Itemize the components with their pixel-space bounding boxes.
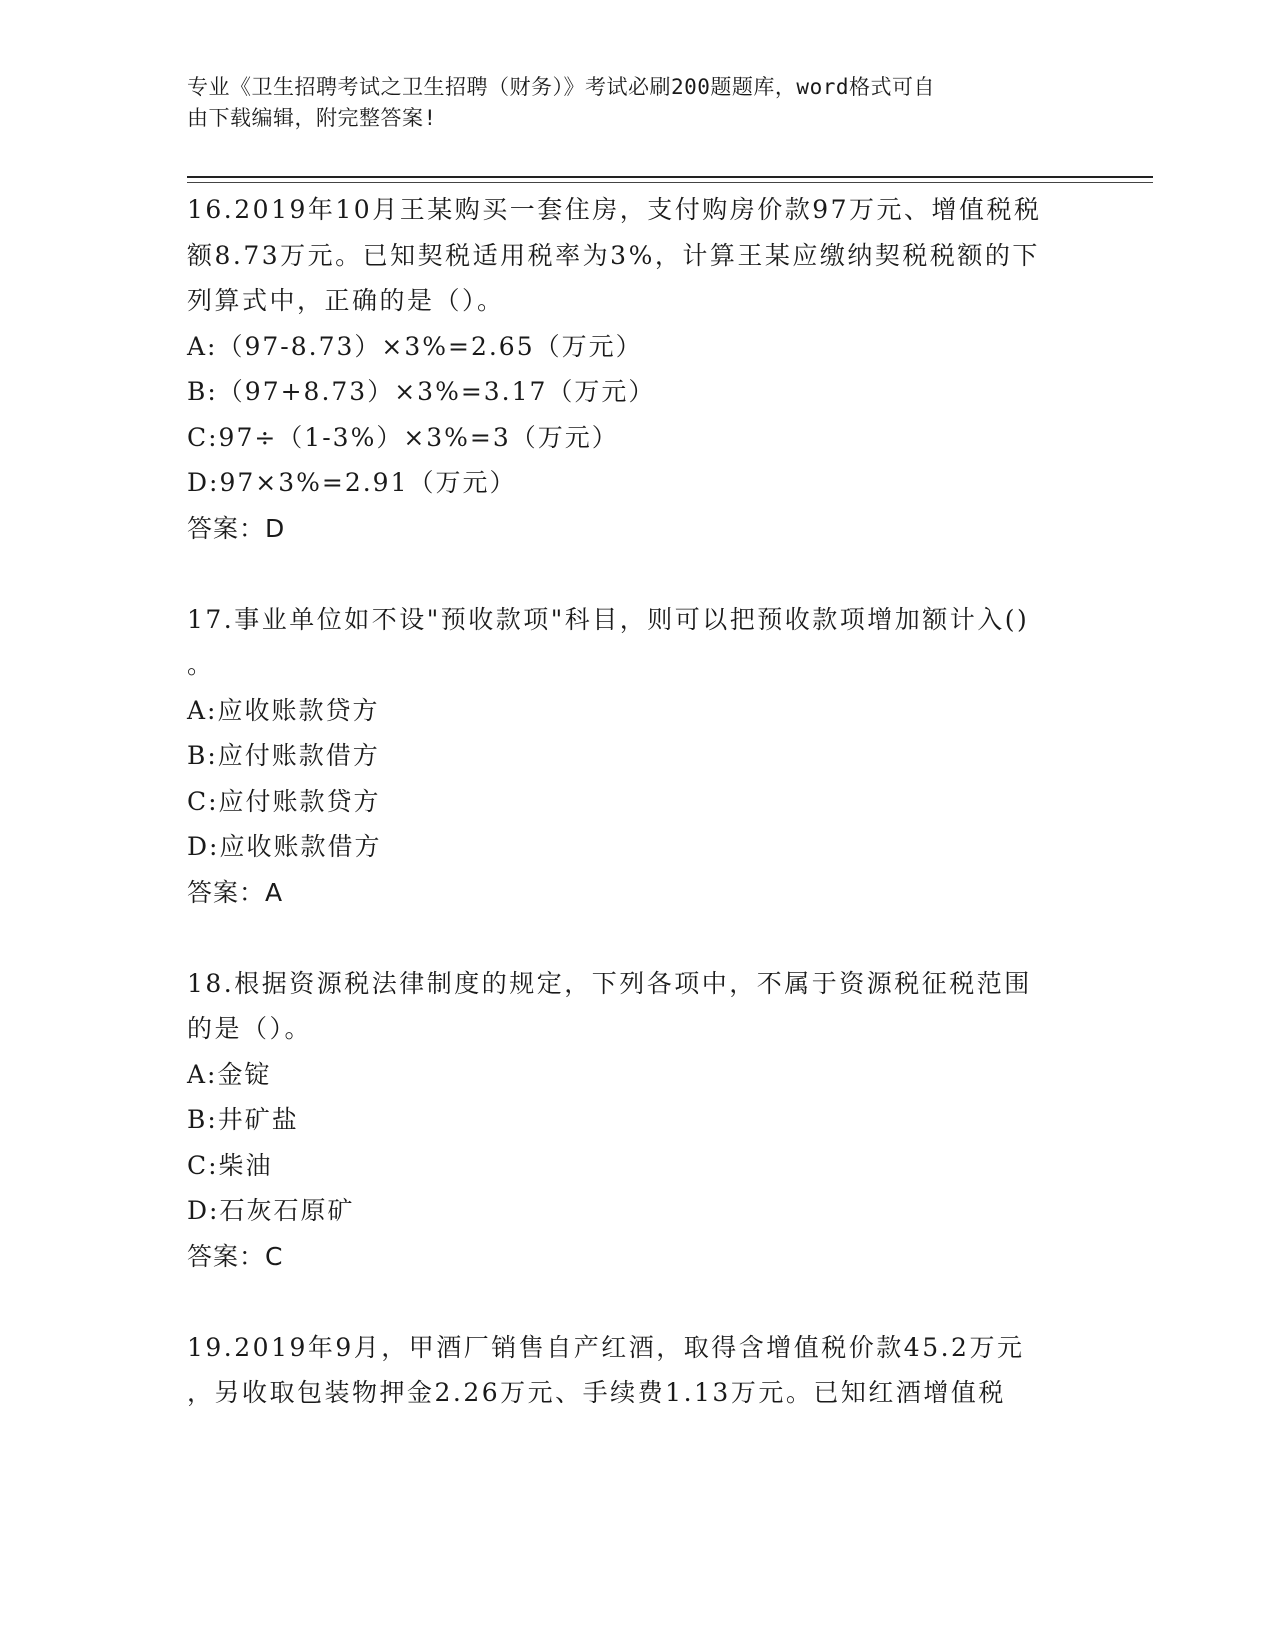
question-list [187, 187, 1087, 1416]
option-b: B:应付账款借方 [187, 741, 380, 770]
option-b: B:（97+8.73）×3%=3.17（万元） [187, 377, 656, 406]
question-text-line: 列算式中，正确的是（）。 [187, 286, 505, 315]
question-text-line: 额8.73万元。已知契税适用税率为3%，计算王某应缴纳契税税额的下 [187, 240, 1040, 270]
answer-line: 答案：D [187, 513, 286, 543]
option-c: C:柴油 [187, 1150, 273, 1180]
question-16 [187, 187, 1087, 551]
question-text-line: 16.2019年10月王某购买一套住房，支付购房价款97万元、增值税税 [187, 195, 1042, 224]
header-line-2: 由下载编辑，附完整答案! [187, 106, 437, 130]
option-d: D:97×3%=2.91（万元） [187, 468, 517, 497]
option-c: C:97÷（1-3%）×3%=3（万元） [187, 422, 619, 452]
answer-line: 答案：C [187, 1241, 284, 1271]
question-19 [187, 1325, 1087, 1416]
question-17 [187, 597, 1087, 916]
option-b: B:井矿盐 [187, 1105, 299, 1134]
spacer [187, 1279, 1087, 1325]
option-d: D:应收账款借方 [187, 832, 382, 861]
document-header [187, 72, 1067, 134]
question-text-line: 17.事业单位如不设"预收款项"科目，则可以把预收款项增加额计入() [187, 604, 1030, 634]
option-d: D:石灰石原矿 [187, 1196, 355, 1225]
option-a: A:金锭 [187, 1059, 272, 1089]
question-text-line: 。 [187, 650, 215, 679]
spacer [187, 915, 1087, 961]
question-text-line: ，另收取包装物押金2.26万元、手续费1.13万元。已知红酒增值税 [187, 1378, 1006, 1407]
header-line-1: 专业《卫生招聘考试之卫生招聘（财务）》考试必刷200题题库，word格式可自 [187, 75, 935, 99]
question-text-line: 18.根据资源税法律制度的规定，下列各项中，不属于资源税征税范围 [187, 968, 1032, 998]
header-divider-thick [187, 176, 1153, 178]
option-a: A:应收账款贷方 [187, 695, 380, 725]
question-text-line: 的是（）。 [187, 1014, 313, 1043]
question-text-line: 19.2019年9月，甲酒厂销售自产红酒，取得含增值税价款45.2万元 [187, 1332, 1025, 1362]
question-18 [187, 961, 1087, 1280]
option-a: A:（97-8.73）×3%=2.65（万元） [187, 331, 643, 361]
header-divider-thin [187, 182, 1153, 183]
answer-line: 答案：A [187, 877, 284, 907]
option-c: C:应付账款贷方 [187, 786, 381, 816]
spacer [187, 551, 1087, 597]
